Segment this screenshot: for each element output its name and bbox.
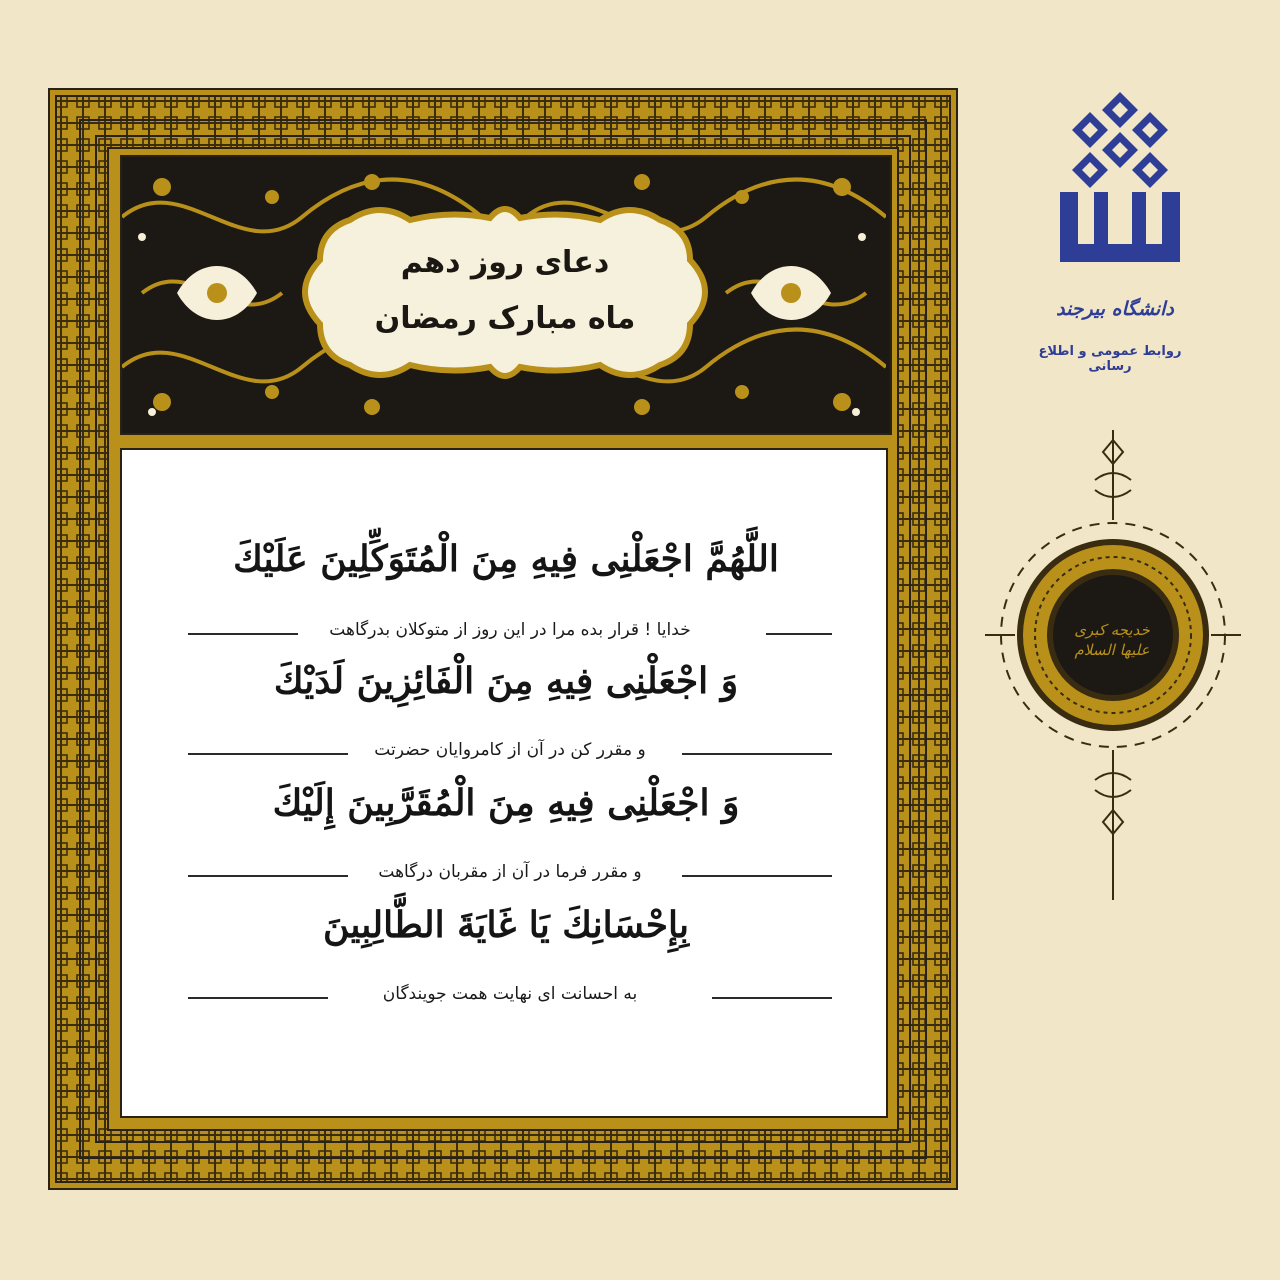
divider-line	[682, 875, 832, 877]
header-line-1: دعای روز دهم	[400, 245, 610, 280]
verse-arabic-4: بِإِحْسَانِكَ یَا غَایَةَ الطَّالِبِینَ	[323, 904, 689, 946]
divider-line	[766, 633, 832, 635]
verse-arabic-2: وَ اجْعَلْنِی فِیهِ مِنَ الْفَائِزِینَ لَدَیْكَ	[273, 660, 739, 702]
verse-translation-3: و مقرر فرما در آن از مقربان درگاهت	[378, 862, 642, 882]
university-department: روابط عمومی و اطلاع رسانی	[1038, 344, 1182, 374]
translation-row-3	[188, 862, 832, 886]
medallion-ornament-icon	[985, 430, 1245, 910]
university-knot-logo-icon	[1060, 92, 1180, 292]
verse-arabic-3: وَ اجْعَلْنِی فِیهِ مِنَ الْمُقَرَّبِینَ إِلَیْكَ	[272, 782, 740, 824]
translation-row-2	[188, 740, 832, 764]
divider-line	[682, 753, 832, 755]
translation-row-4	[188, 984, 832, 1008]
divider-line	[712, 997, 832, 999]
prayer-content	[120, 448, 888, 1118]
verse-translation-2: و مقرر کن در آن از کامروایان حضرتت	[374, 740, 646, 760]
verse-translation-1: خدایا ! قرار بده مرا در این روز از متوکلان بدرگاهت	[329, 620, 691, 640]
header-title	[290, 235, 720, 347]
verse-translation-4: به احسانت ای نهایت همت جویندگان	[382, 984, 638, 1004]
medallion-calligraphy: خدیجه کبری علیها السلام	[1074, 621, 1150, 659]
university-name: دانشگاه بیرجند	[1056, 298, 1174, 320]
verse-arabic-1: اللَّهُمَّ اجْعَلْنِی فِیهِ مِنَ الْمُتَوَكِّلِینَ عَلَیْكَ	[233, 538, 779, 580]
header-line-2: ماه مبارک رمضان	[374, 301, 636, 336]
translation-row-1	[188, 620, 832, 644]
